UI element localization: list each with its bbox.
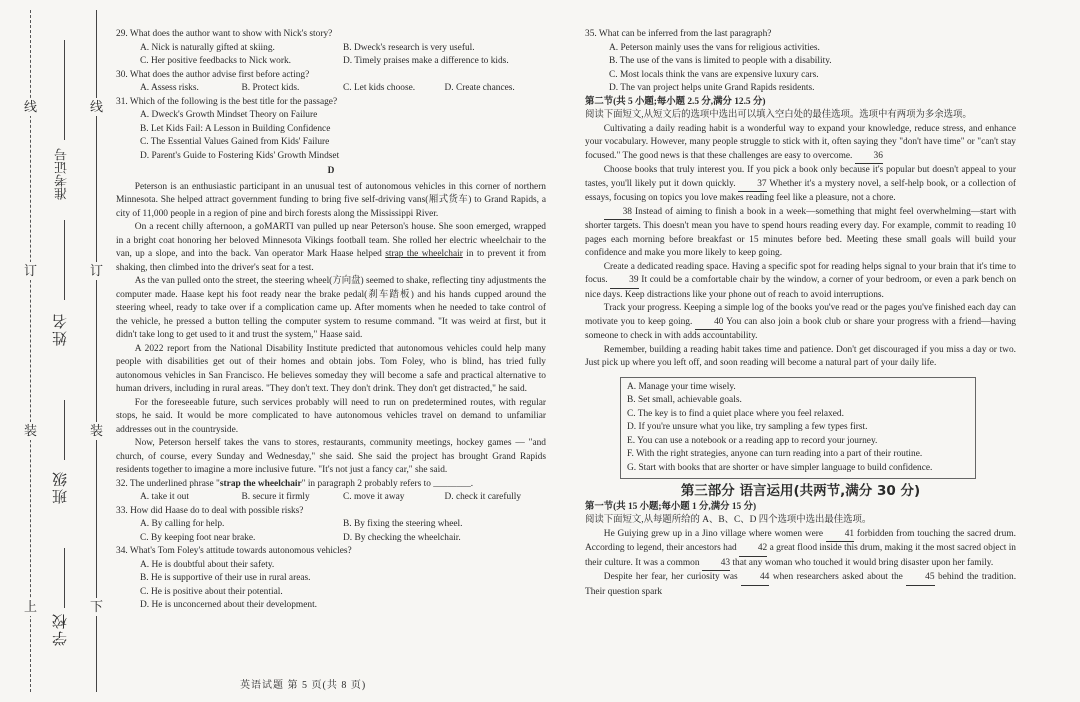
- blank-40[interactable]: 40: [695, 316, 723, 331]
- option-c: C. Most locals think the vans are expensive luxury cars.: [609, 69, 819, 80]
- stem-text: 32. The underlined phrase ": [116, 478, 220, 489]
- question-stem: 33. How did Haase do to deal with possible risks?: [116, 505, 304, 516]
- box-option-c: C. The key is to find a quiet place where you feel relaxed.: [627, 408, 844, 419]
- box-option-f: F. With the right strategies, anyone can turn reading into a part of their routine.: [627, 449, 923, 459]
- stem-phrase: strap the wheelchair: [219, 478, 302, 489]
- margin-mark-line: 线: [24, 99, 38, 114]
- option-a: A. Nick is naturally gifted at skiing.: [140, 42, 275, 53]
- option-c: C. move it away: [343, 492, 405, 502]
- option-b: B. secure it firmly: [241, 492, 310, 502]
- option-c: C. Her positive feedbacks to Nick work.: [140, 56, 292, 66]
- question-33: [116, 505, 546, 546]
- question-stem: 35. What can be inferred from the last paragraph?: [585, 29, 772, 39]
- class-field-line[interactable]: [64, 400, 65, 460]
- paragraph-text: It could be a comfortable chair by the window, a corner of your bedroom, or even a park bench on nice days. Keep distractions like your phone out of reach to avoid interruptions.: [585, 275, 1017, 300]
- blank-42[interactable]: 42: [739, 542, 767, 557]
- left-column: [116, 28, 546, 613]
- part-3-section-1-title: 第一节(共 15 小题;每小题 1 分,满分 15 分): [585, 501, 757, 512]
- margin-mark-line-inner: 线: [90, 99, 104, 114]
- passage-paragraph: [116, 221, 546, 275]
- cloze-paragraph: [585, 571, 1016, 599]
- blank-39[interactable]: 39: [610, 274, 638, 289]
- exam-id-label: 准考证号: [54, 148, 69, 200]
- option-b: B. Let Kids Fail: A Lesson in Building Confidence: [140, 123, 331, 134]
- option-d: D. He is unconcerned about their development.: [140, 600, 318, 610]
- margin-mark-bottom: 下: [90, 599, 104, 614]
- page-footer: 英语试题 第 5 页(共 8 页): [240, 680, 367, 691]
- name-label: 姓名: [53, 312, 69, 346]
- option-a: A. take it out: [140, 492, 189, 502]
- blank-41[interactable]: 41: [826, 528, 854, 543]
- underlined-phrase: strap the wheelchair: [385, 249, 463, 259]
- paragraph-text: Choose books that truly interest you. If you pick a book only because it's popular but doesn't appeal to your tastes, you'll likely put it down quickly.: [585, 165, 1016, 189]
- reading-paragraph: [585, 206, 1016, 261]
- school-field-line[interactable]: [64, 548, 65, 608]
- question-29: [116, 28, 546, 69]
- paragraph-text: forbidden from touching the sacred drum. According to legend, their ancestors had: [585, 528, 1017, 553]
- option-c: C. He is positive about their potential.: [140, 586, 283, 597]
- question-30: [116, 69, 546, 96]
- exam-id-field-line[interactable]: [64, 40, 65, 140]
- paragraph-text: a great flood inside this drum, making it the most sacred object in their culture. It was a common: [585, 543, 1016, 568]
- paragraph-text: in to prevent it from shaking, then climbed into the driver's seat for a test.: [116, 249, 546, 273]
- option-d: D. Parent's Guide to Fostering Kids' Growth Mindset: [140, 150, 340, 161]
- question-stem: 30. What does the author advise first before acting?: [116, 69, 310, 80]
- box-option-g: G. Start with books that are shorter or have simpler language to build confidence.: [627, 462, 933, 473]
- section-d-heading: D: [327, 166, 335, 176]
- paragraph-text: that any woman who touched it would bring disaster upon her family.: [732, 557, 994, 568]
- margin-mark-bind-inner: 装: [90, 423, 104, 438]
- question-stem: 31. Which of the following is the best title for the passage?: [116, 96, 338, 107]
- paragraph-text: behind the tradition. Their question spark: [585, 572, 1017, 597]
- stem-text: " in paragraph 2 probably refers to ________.: [301, 478, 474, 489]
- paragraph-text: Cultivating a daily reading habit is a wonderful way to expand your knowledge, reduce stress, and enhance your vocabulary. However, many people struggle to stick with it, often saying they "don't have time" or "can't stay focused." The good news is that these challenges are easy to overcome.: [585, 123, 1016, 161]
- option-c: C. Let kids choose.: [343, 83, 416, 93]
- section-2-title: 第二节(共 5 小题;每小题 2.5 分,满分 12.5 分): [585, 96, 766, 107]
- paragraph-text: Instead of aiming to finish a book in a week—something that might feel overwhelming—start with shorter targets. This doesn't mean you have to spend hours reading every day. For example, commit to reading 10 pages each morning before breakfast or 15 minutes before bed. Meeting these small goals will build your confidence and make you more likely to keep going.: [585, 206, 1017, 258]
- box-option-e: E. You can use a notebook or a reading app to record your journey.: [627, 435, 878, 446]
- passage-paragraph: As the van pulled onto the street, the steering wheel(方向盘) seemed to shake, reflecting tiny adjustments the computer made. Haase kept his foot ready near the brake pedal(刹车踏板) and his hands cupped around the steering wheel, ready to take over if a complication came up. After moments when he needed to take control of the vehicle, he pressed a button telling the computer system to resume command. "It was weird at first, but it didn't take long to get used to it and trust the system," Haase said.: [116, 276, 546, 340]
- reading-paragraph: Remember, building a reading habit takes time and patience. Don't get discouraged if you miss a day or two. Just pick up where you left off, and soon reading will become a natural part of your daily life.: [585, 344, 1016, 368]
- margin-mark-cut-inner: 订: [90, 263, 104, 278]
- option-b: B. Dweck's research is very useful.: [343, 42, 475, 53]
- option-b: B. The use of the vans is limited to people with a disability.: [609, 56, 832, 66]
- blank-36[interactable]: 36: [855, 150, 883, 165]
- option-a: A. Assess risks.: [140, 83, 199, 93]
- paragraph-text: Whether it's a mystery novel, a self-help book, or a collection of essays, focusing on topics you love makes reading feel like a pleasure, not a chore.: [585, 178, 1017, 203]
- option-d: D. Create chances.: [444, 83, 515, 93]
- option-d: D. Timely praises make a difference to kids.: [343, 56, 509, 66]
- question-34: [116, 545, 546, 613]
- reading-paragraph: [585, 123, 1016, 165]
- box-option-b: B. Set small, achievable goals.: [627, 395, 742, 405]
- option-d: D. The van project helps unite Grand Rapids residents.: [609, 83, 815, 93]
- option-b: B. He is supportive of their use in rural areas.: [140, 573, 311, 583]
- paragraph-text: He Guiying grew up in a Jino village where women were: [603, 528, 824, 539]
- question-32: [116, 478, 546, 505]
- paragraph-text: Create a dedicated reading space. Having a specific spot for reading helps signal to your brain that it's time to focus.: [585, 261, 1016, 285]
- section-2-instructions: 阅读下面短文,从短文后的选项中选出可以填入空白处的最佳选项。选项中有两项为多余选项。: [585, 110, 972, 120]
- option-b: B. Protect kids.: [241, 83, 300, 93]
- margin-mark-top: 上: [24, 599, 38, 614]
- school-label: 学校: [53, 612, 69, 646]
- margin-mark-bind: 装: [24, 423, 38, 438]
- passage-paragraph: Peterson is an enthusiastic participant in an unusual test of autonomous vehicles in this corner of northern Minnesota. She helped attract government funding to bring five self-driving vans(厢式货车) to Grand Rapids, a city of 11,000 people in a region of pine and birch forests along the Mississippi River.: [116, 181, 546, 219]
- option-c: C. By keeping foot near brake.: [140, 532, 256, 543]
- option-a: A. By calling for help.: [140, 519, 225, 529]
- margin-mark-cut: 订: [24, 263, 38, 278]
- question-stem: [116, 478, 546, 492]
- paragraph-text: Despite her fear, her curiosity was: [603, 572, 738, 582]
- passage-paragraph: Now, Peterson herself takes the vans to stores, restaurants, community meetings, hockey games — "and church, of course, every Sunday and Wednesday," she said. She said the project has brought Grand Rapids residents together to imagine a more inclusive future. "It's not just a fancy car," she said.: [116, 438, 546, 475]
- passage-paragraph: For the foreseeable future, such services probably will need to run on predetermined routes, with regular stops, he said. It would be more complicated to have autonomous vehicles travel on demand to unfamiliar addresses out in the countryside.: [116, 397, 546, 435]
- passage-paragraph: A 2022 report from the National Disability Institute predicted that autonomous vehicles could help many people with disabilities get out of their homes and obtain jobs. Tom Foley, who is blind, has tried fully autonomous vehicles in San Francisco. He believes someday they will become a safe and practical alternative to human drivers, including in rural areas. "They don't text. They don't drink. They don't get distracted," he said.: [116, 343, 546, 394]
- option-b: B. By fixing the steering wheel.: [343, 519, 463, 529]
- class-label: 班级: [53, 470, 69, 504]
- blank-37[interactable]: 37: [738, 178, 766, 193]
- blank-38[interactable]: 38: [604, 206, 632, 221]
- box-option-a: A. Manage your time wisely.: [627, 381, 736, 392]
- question-35: [585, 28, 1016, 96]
- name-field-line[interactable]: [64, 220, 65, 300]
- right-column: [585, 28, 1016, 599]
- question-stem: 29. What does the author want to show with Nick's story?: [116, 29, 333, 39]
- reading-paragraph: [585, 261, 1016, 303]
- option-d: D. By checking the wheelchair.: [343, 532, 461, 543]
- option-c: C. The Essential Values Gained from Kids' Failure: [140, 137, 330, 147]
- reading-paragraph: [585, 302, 1016, 344]
- box-option-d: D. If you're unsure what you like, try sampling a few types first.: [627, 422, 868, 432]
- option-a: A. Peterson mainly uses the vans for religious activities.: [609, 42, 820, 53]
- options-box: [620, 377, 976, 480]
- question-stem: 34. What's Tom Foley's attitude towards autonomous vehicles?: [116, 546, 352, 556]
- option-d: D. check it carefully: [444, 492, 522, 502]
- paragraph-text: You can also join a book club or share your progress with a friend—having someone to check in with adds accountability.: [585, 316, 1016, 341]
- paragraph-text: Track your progress. Keeping a simple log of the books you've read or the pages you've finished each day can motivate you to keep going.: [585, 303, 1016, 327]
- blank-45[interactable]: 45: [906, 571, 934, 586]
- scan-fade-overlay: [700, 652, 1030, 682]
- option-a: A. Dweck's Growth Mindset Theory on Failure: [140, 110, 318, 120]
- binding-margin: [0, 0, 118, 702]
- question-31: [116, 96, 546, 164]
- paragraph-text: On a recent chilly afternoon, a goMARTI van pulled up near Peterson's house. She soon emerged, wrapped in a bright coat honoring her beloved Minnesota Vikings football team. She rolled her electric wheelchair to the van, up a slope, and into the back. Van operator Mark Haase helped: [116, 222, 546, 259]
- option-a: A. He is doubtful about their safety.: [140, 559, 275, 570]
- part-3-instructions: 阅读下面短文,从每题所给的 A、B、C、D 四个选项中选出最佳选项。: [585, 515, 872, 525]
- reading-paragraph: [585, 164, 1016, 206]
- part-3-heading: 第三部分 语言运用(共两节,满分 30 分): [680, 483, 921, 499]
- blank-43[interactable]: 43: [702, 557, 730, 572]
- cloze-paragraph: [585, 528, 1016, 572]
- paragraph-text: when researchers asked about the: [772, 572, 903, 582]
- blank-44[interactable]: 44: [741, 571, 769, 586]
